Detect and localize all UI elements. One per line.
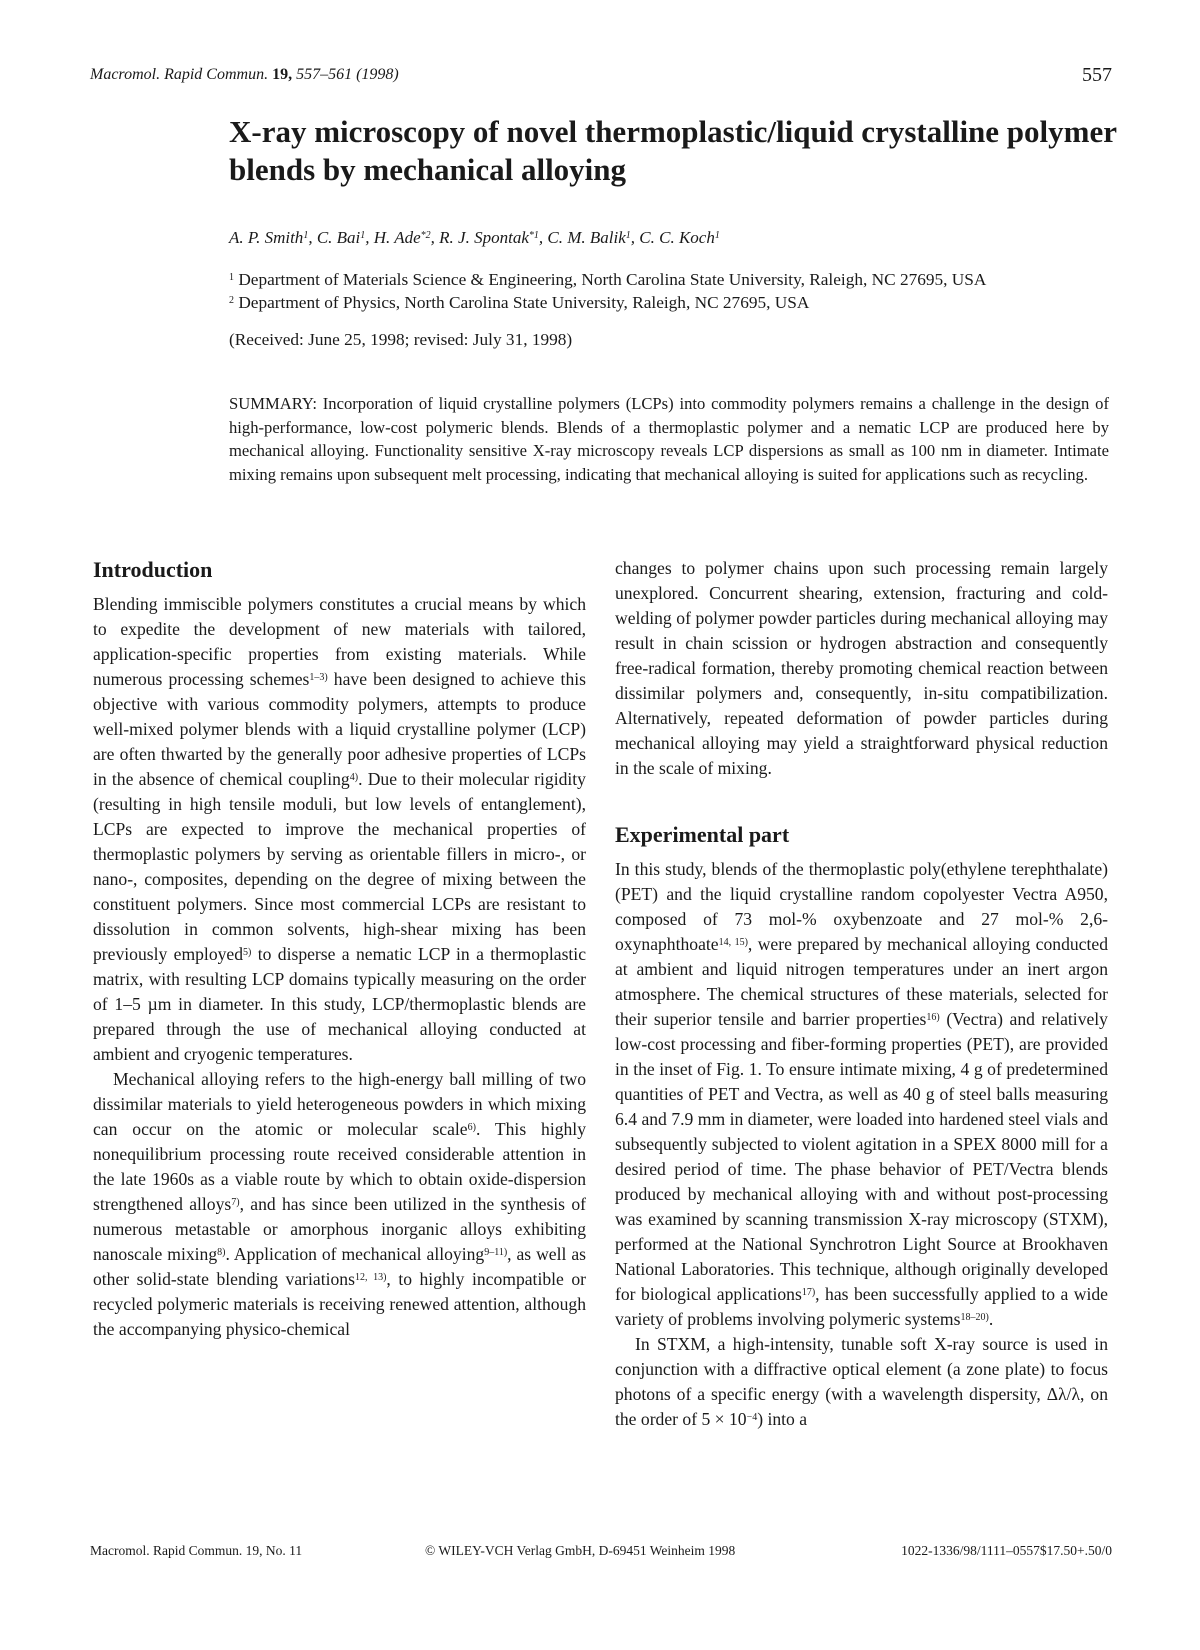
author-name: H. Ade	[373, 228, 421, 247]
author-affiliation-mark: 1	[360, 230, 366, 241]
author-affiliation-mark: 1	[303, 230, 309, 241]
section-heading-introduction: Introduction	[93, 557, 213, 582]
section-heading-experimental: Experimental part	[615, 822, 790, 847]
citation-ref: 7)	[231, 1197, 240, 1208]
affiliation: $^1$ Department of Materials Science & Engineering, North Carolina State University, Raleigh, NC 27695, USA	[229, 270, 987, 289]
page-number: 557	[1082, 64, 1112, 86]
citation-ref: 14, 15)	[718, 937, 748, 948]
author-affiliation-mark: 1	[714, 230, 720, 241]
citation-ref: 8)	[217, 1247, 226, 1258]
experimental-section	[615, 821, 1108, 1432]
journal-name: Macromol. Rapid Commun.	[90, 66, 269, 83]
summary-abstract: SUMMARY: Incorporation of liquid crystalline polymers (LCPs) into commodity polymers remains a challenge in the design of high-performance, low-cost polymeric blends. Blends of a thermoplastic polymer and a nematic LCP are produced here by mechanical alloying. Functionality sensitive X-ray microscopy reveals LCP dispersions as small as 100 nm in diameter. Intimate mixing remains upon subsequent melt processing, indicating that mechanical alloying is suited for applications such as recycling.	[229, 394, 1109, 484]
column-right	[615, 556, 1108, 1432]
citation-ref: 1–3)	[309, 672, 328, 683]
footer-issn-price: 1022-1336/98/1111–0557$17.50+.50/0	[901, 1543, 1112, 1558]
author-name: C. M. Balik	[547, 228, 626, 247]
affiliation: $^2$ Department of Physics, North Carolina State University, Raleigh, NC 27695, USA	[229, 293, 810, 312]
citation-ref: 9–11)	[484, 1247, 508, 1258]
citation-ref: 17)	[801, 1287, 816, 1298]
author-name: C. C. Koch	[639, 228, 715, 247]
received-dates: (Received: June 25, 1998; revised: July 31, 1998)	[229, 330, 573, 349]
footer-journal-issue: Macromol. Rapid Commun. 19, No. 11	[90, 1543, 303, 1558]
experimental-paragraph-2: In STXM, a high-intensity, tunable soft X-ray source is used in conjunction with a diffractive optical element (a zone plate) to focus photons of a specific energy (with a wavelength dispersity, Δλ/λ, on the order of $5 \times 10^{-4}$) into a	[615, 1334, 1108, 1429]
article-title: X-ray microscopy of novel thermoplastic/liquid crystalline polymer blends by mechanical alloying	[229, 114, 1117, 187]
column-left	[93, 556, 586, 1342]
footer-copyright: © WILEY-VCH Verlag GmbH, D-69451 Weinheim 1998	[425, 1543, 736, 1558]
author-affiliation-mark: *2	[420, 230, 431, 241]
intro-paragraph-2: Mechanical alloying refers to the high-energy ball milling of two dissimilar materials to yield heterogeneous powders in which mixing can occur on the atomic or molecular scale$^{6)}$. This highly nonequilibrium processing route received considerable attention in the late 1960s as a viable route by which to obtain oxide-dispersion strengthened alloys$^{7)}$, and has since been utilized in the synthesis of numerous metastable or amorphous inorganic alloys exhibiting nanoscale mixing$^{8)}$. Application of mechanical alloying$^{9-11)}$, as well as other solid-state blending variations$^{12, 13)}$, to highly incompatible or recycled polymeric materials is receiving renewed attention, although the accompanying physico-chemical	[93, 1069, 586, 1339]
citation-ref: 18–20)	[960, 1312, 989, 1323]
author-list: A. P. Smith$^1$, C. Bai$^1$, H. Ade$^{*2}$, R. J. Spontak$^{*1}$, C. M. Balik$^1$, C. C. Koch$^1$	[229, 228, 720, 247]
affiliation-list	[229, 268, 1129, 314]
citation-ref: 5)	[243, 947, 252, 958]
intro-paragraph-2-continued: changes to polymer chains upon such processing remain largely unexplored. Concurrent shearing, extension, fracturing and cold-welding of polymer powder particles during mechanical alloying may result in chain scission or hydrogen abstraction and consequently free-radical formation, thereby promoting chemical reaction between dissimilar polymers and, consequently, in-situ compatibilization. Alternatively, repeated deformation of powder particles during mechanical alloying may yield a straightforward physical reduction in the scale of mixing.	[615, 558, 1108, 778]
author-affiliation-mark: *1	[528, 230, 539, 241]
author-name: A. P. Smith	[229, 228, 304, 247]
citation-ref: 6)	[467, 1122, 476, 1133]
citation-ref: −4	[746, 1412, 758, 1423]
author-name: C. Bai	[316, 228, 361, 247]
journal-pages-year: 557–561 (1998)	[296, 66, 399, 83]
citation-ref: 4)	[349, 772, 359, 783]
citation-ref: 12, 13)	[354, 1272, 387, 1283]
experimental-paragraph-1: In this study, blends of the thermoplastic poly(ethylene terephthalate) (PET) and the liquid crystalline random copolyester Vectra A950, composed of 73 mol-% oxybenzoate and 27 mol-% 2,6-oxynaphthoate$^{14, 15)}$, were prepared by mechanical alloying conducted at ambient and liquid nitrogen temperatures under an inert argon atmosphere. The chemical structures of these materials, selected for their superior tensile and barrier properties$^{16)}$ (Vectra) and relatively low-cost processing and fiber-forming properties (PET), are provided in the inset of Fig. 1. To ensure intimate mixing, 4 g of predetermined quantities of PET and Vectra, as well as 40 g of steel balls measuring 6.4 and 7.9 mm in diameter, were loaded into hardened steel vials and subsequently subjected to violent agitation in a SPEX 8000 mill for a desired period of time. The phase behavior of PET/Vectra blends produced by mechanical alloying with and without post-processing was examined by scanning transmission X-ray microscopy (STXM), performed at the National Synchrotron Light Source at Brookhaven National Laboratories. This technique, although originally developed for biological applications$^{17)}$, has been successfully applied to a wide variety of problems involving polymeric systems$^{18-20)}$.	[615, 859, 1108, 1329]
author-name: R. J. Spontak	[439, 228, 529, 247]
intro-paragraph-1: Blending immiscible polymers constitutes a crucial means by which to expedite the development of new materials with tailored, application-specific properties from existing materials. While numerous processing schemes$^{1-3)}$ have been designed to achieve this objective with various commodity polymers, attempts to produce well-mixed polymer blends with a liquid crystalline polymer (LCP) are often thwarted by the generally poor adhesive properties of LCPs in the absence of chemical coupling$^{4)}$. Due to their molecular rigidity (resulting in high tensile moduli, but low levels of entanglement), LCPs are expected to improve the mechanical properties of thermoplastic polymers by serving as orientable fillers in micro-, or nano-, composites, depending on the degree of mixing between the constituent polymers. Since most commercial LCPs are resistant to dissolution in common solvents, high-shear mixing has been previously employed$^{5)}$ to disperse a nematic LCP in a thermoplastic matrix, with resulting LCP domains typically measuring on the order of 1–5 µm in diameter. In this study, LCP/thermoplastic blends are prepared through the use of mechanical alloying conducted at ambient and cryogenic temperatures.	[93, 594, 586, 1064]
running-head	[90, 66, 399, 84]
citation-ref: 16)	[926, 1012, 940, 1023]
author-affiliation-mark: 1	[625, 230, 631, 241]
journal-volume: 19,	[272, 66, 293, 83]
